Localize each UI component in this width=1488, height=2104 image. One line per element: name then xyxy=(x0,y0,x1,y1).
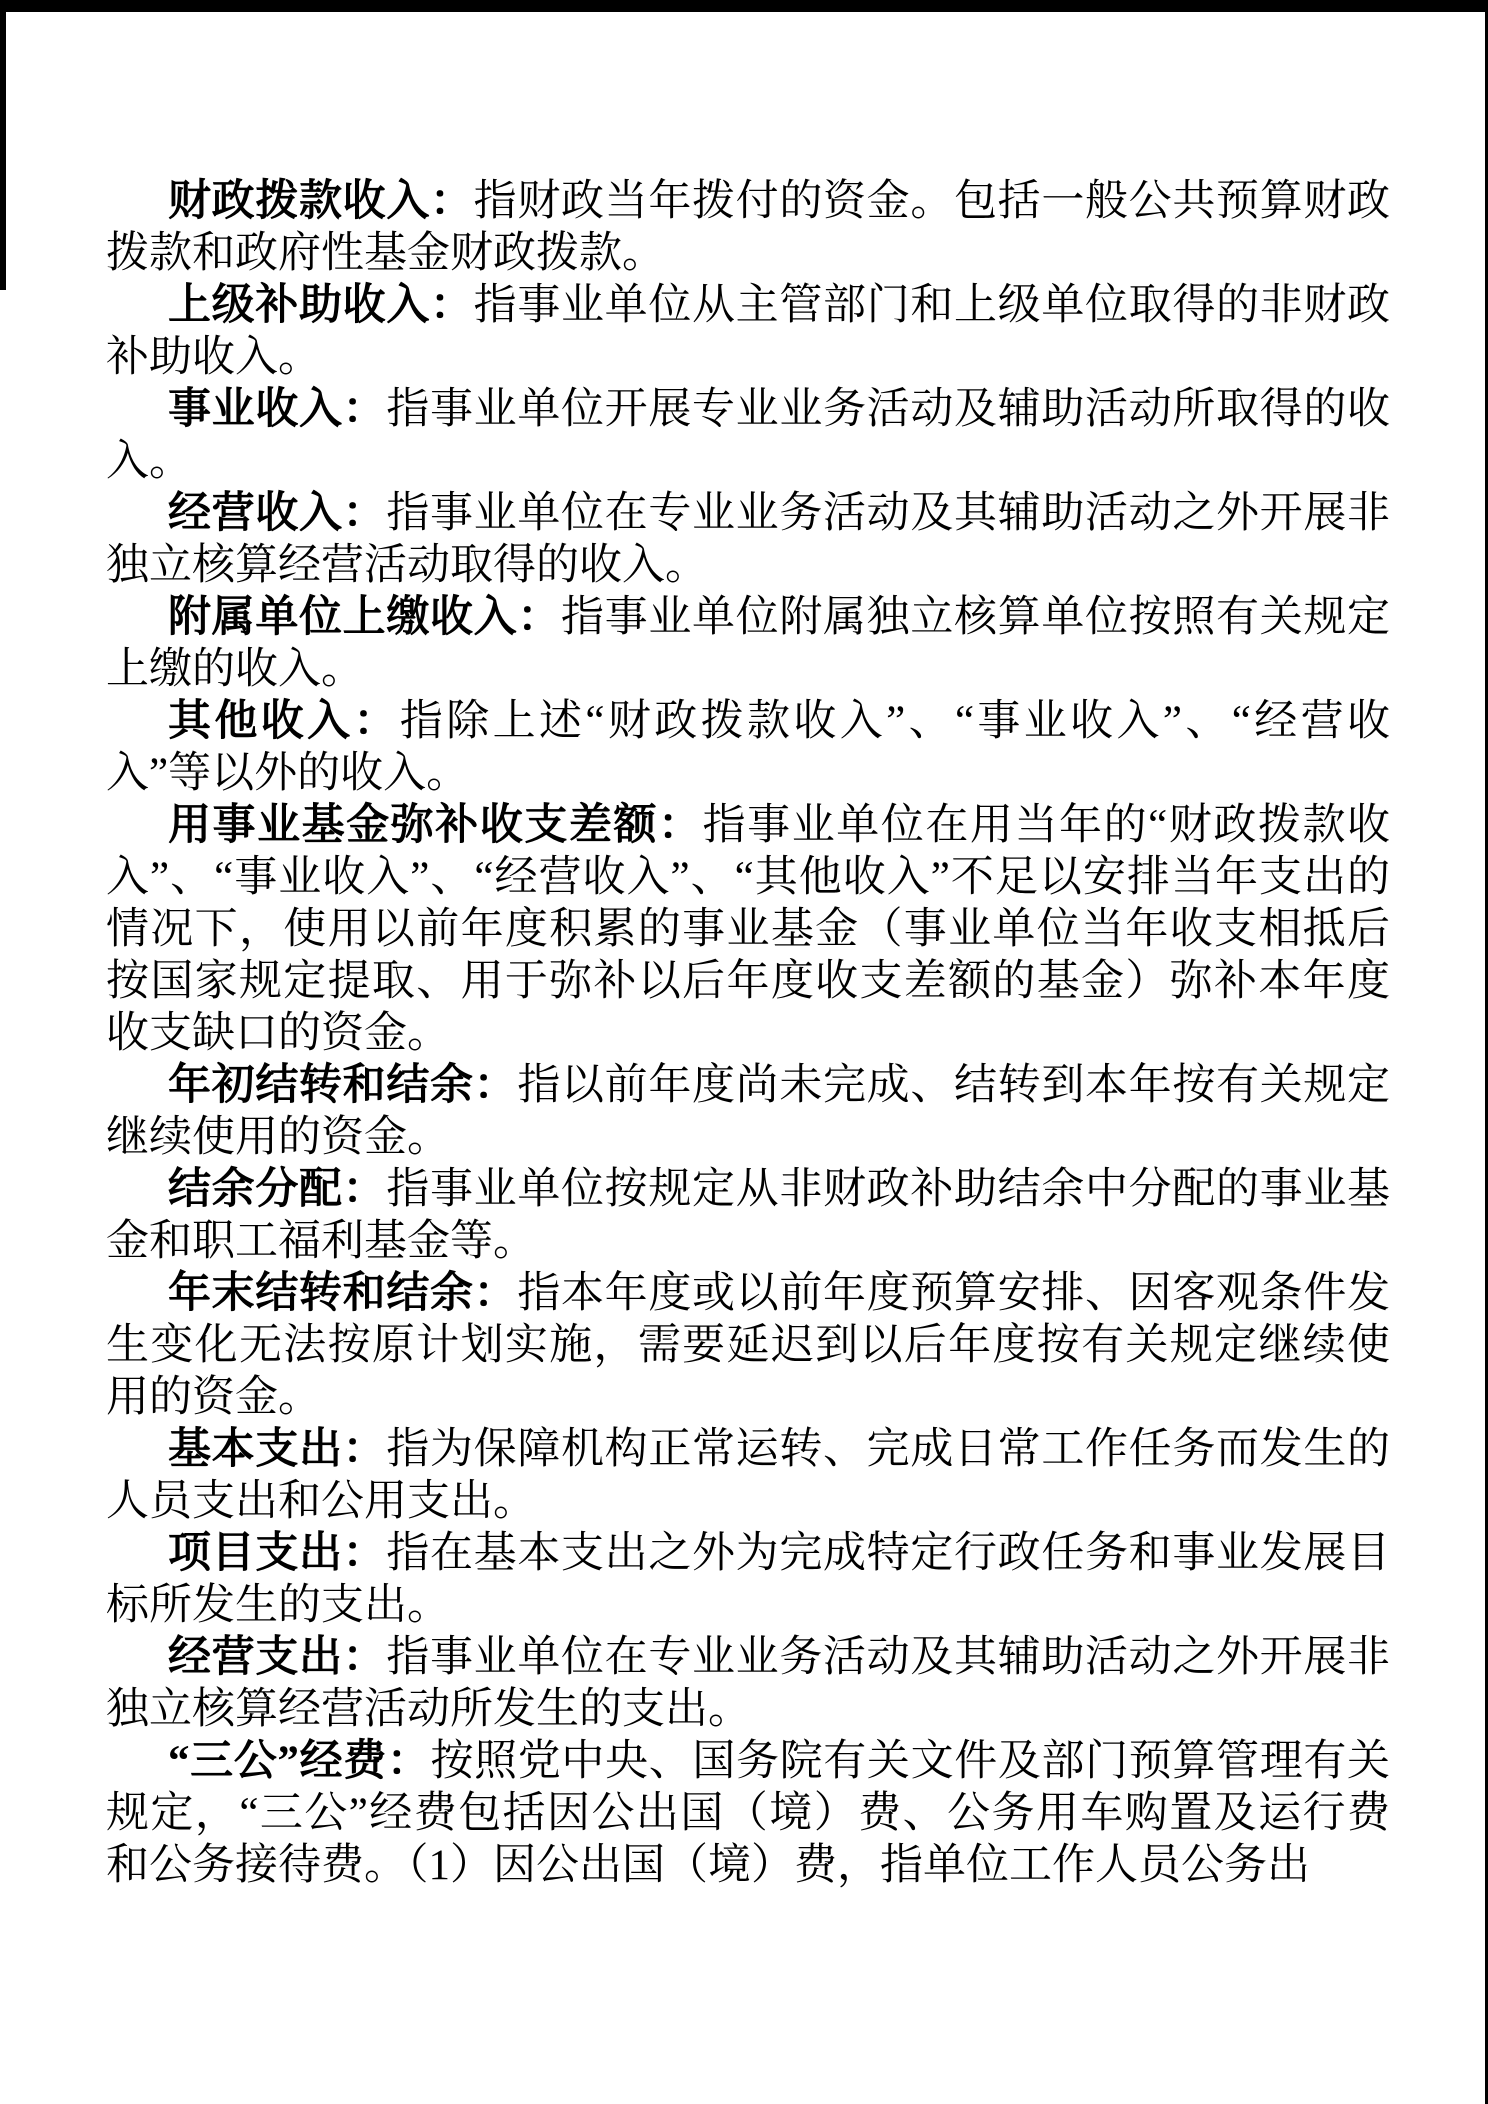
term-label: 事业收入： xyxy=(168,386,387,433)
term-label: 年末结转和结余： xyxy=(168,1270,518,1317)
definition-paragraph xyxy=(106,1632,1390,1736)
definition-paragraph xyxy=(106,800,1390,1060)
term-label: 基本支出： xyxy=(168,1426,387,1473)
definition-paragraph xyxy=(106,592,1390,696)
term-definition: 指事业单位按规定从非财政补助结余中分配的事业基金和职工福利基金等。 xyxy=(106,1166,1391,1265)
term-label: 用事业基金弥补收支差额： xyxy=(168,802,703,849)
term-label: 其他收入： xyxy=(168,698,400,745)
term-definition: 指本年度或以前年度预算安排、因客观条件发生变化无法按原计划实施，需要延迟到以后年度按有关规定继续使用的资金。 xyxy=(106,1270,1391,1421)
definition-paragraph xyxy=(106,1164,1390,1268)
term-definition: 指以前年度尚未完成、结转到本年按有关规定继续使用的资金。 xyxy=(106,1062,1391,1161)
term-definition: 指在基本支出之外为完成特定行政任务和事业发展目标所发生的支出。 xyxy=(106,1530,1391,1629)
term-definition: 指除上述“财政拨款收入”、“事业收入”、“经营收入”等以外的收入。 xyxy=(106,698,1390,797)
scan-edge-left xyxy=(0,0,6,290)
definition-paragraph xyxy=(106,384,1390,488)
term-label: 项目支出： xyxy=(168,1530,387,1577)
definition-paragraph xyxy=(106,1528,1390,1632)
definition-paragraph xyxy=(106,280,1390,384)
term-label: 结余分配： xyxy=(168,1166,387,1213)
definition-paragraph xyxy=(106,696,1390,800)
definition-paragraph xyxy=(106,176,1390,280)
budget-term-definitions xyxy=(106,176,1390,1892)
term-label: 经营收入： xyxy=(168,490,387,537)
term-definition: 指事业单位在用当年的“财政拨款收入”、“事业收入”、“经营收入”、“其他收入”不足以安排当年支出的情况下，使用以前年度积累的事业基金（事业单位当年收支相抵后按国家规定提取、用于弥补以后年度收支差额的基金）弥补本年度收支缺口的资金。 xyxy=(106,802,1390,1057)
term-label: 经营支出： xyxy=(168,1634,387,1681)
term-definition: 指财政当年拨付的资金。包括一般公共预算财政拨款和政府性基金财政拨款。 xyxy=(106,178,1391,277)
term-definition: 指事业单位在专业业务活动及其辅助活动之外开展非独立核算经营活动所发生的支出。 xyxy=(106,1634,1391,1733)
term-definition: 指事业单位附属独立核算单位按照有关规定上缴的收入。 xyxy=(106,594,1390,693)
term-label: “三公”经费： xyxy=(168,1738,431,1785)
definition-paragraph xyxy=(106,1736,1390,1892)
term-label: 财政拨款收入： xyxy=(168,178,474,225)
definition-paragraph xyxy=(106,1060,1390,1164)
definition-paragraph xyxy=(106,1268,1390,1424)
term-definition: 按照党中央、国务院有关文件及部门预算管理有关规定，“三公”经费包括因公出国（境）费、公务用车购置及运行费和公务接待费。（1）因公出国（境）费，指单位工作人员公务出 xyxy=(106,1738,1390,1889)
definition-paragraph xyxy=(106,488,1390,592)
term-definition: 指事业单位在专业业务活动及其辅助活动之外开展非独立核算经营活动取得的收入。 xyxy=(106,490,1391,589)
scan-edge-top xyxy=(0,0,1488,12)
term-label: 附属单位上缴收入： xyxy=(168,594,561,641)
term-definition: 指事业单位开展专业业务活动及辅助活动所取得的收入。 xyxy=(106,386,1391,485)
term-label: 上级补助收入： xyxy=(168,282,474,329)
term-label: 年初结转和结余： xyxy=(168,1062,518,1109)
term-definition: 指事业单位从主管部门和上级单位取得的非财政补助收入。 xyxy=(106,282,1391,381)
term-definition: 指为保障机构正常运转、完成日常工作任务而发生的人员支出和公用支出。 xyxy=(106,1426,1391,1525)
definition-paragraph xyxy=(106,1424,1390,1528)
